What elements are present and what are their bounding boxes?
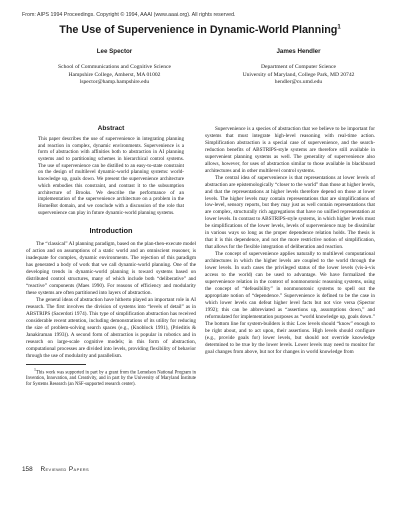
section-label: Reviewed Papers [40,466,90,473]
body-paragraph: The central idea of supervenience is that representations at lower levels of abstraction are epistemologically “closer to the world” than those at higher levels, and that the representations at higher levels therefore depend on those at lower levels. The higher levels may contain representations that are simplifications of low-level, sensory reports, but they may just as well contain representations that are complex, structurally rich aggregations that have no unified representation at lower levels. In contrast to ABSTRIPS-style systems, in which higher levels must be simplifications of the lower levels, levels of supervenience may be dissimilar in various ways so long as the proper dependence relation holds. The thesis is that it is this dependence, and not the more restrictive notion of simplification, that allows for the flexible integration of deliberation and reaction. [205,174,375,251]
footnote-text: This work was supported in part by a grant from the Lemelson National Program in Invention, Innovation, and Creativity, and in part by the University of Maryland Institute for Systems Research (an NSF-supported research center). [26,370,196,388]
intro-paragraph: The “classical” AI planning paradigm, based on the plan-then-execute model of action and on assumptions of a static world and an omniscient reasoner, is inadequate for complex, dynamic environments. The rejection of this paradigm has generated a body of work that we call dynamic-world planning. One of the developing trends in dynamic-world planning is toward systems based on distributed control structures, many of which include both “deliberative” and “reactive” components (Maes 1990). For reasons of efficiency and modularity these systems are often partitioned into layers of abstraction. [26,241,196,297]
intro-paragraph: The general ideas of abstraction have hitherto played an important role in AI research. The first involves the division of systems into “levels of detail” as in ABSTRIPS (Sacerdoti 1974). This type of simplification abstraction has received considerable recent attention, including demonstrations of its utility for reducing the size of problem-solving search spaces (e.g., (Knoblock 1991), (Prieditis & Janakiraman 1993)). A second form of abstraction is popular in robotics and in research on large-scale cognitive models; in this form of abstraction, computational processes are divided into levels, providing flexibility of behavior through the use of modularity and parallelism. [26,296,196,359]
author-address: University of Maryland, College Park, MD 20742 [242,71,355,78]
body-paragraph: The concept of supervenience applies naturally to multilevel computational architectures in which the higher levels are coupled to the world through the lower levels. In such cases the privileged status of the lower levels (vis-à-vis access to the world) can be used to advantage. We have formalized the supervenience relation in the context of nonmonotonic reasoning systems, using the concept of “defeasibility” in nonmonotonic systems to spell out the appropriate notion of “dependence.” Supervenience is defined to be the case in which lower levels can defeat higher level facts but not vice versa (Spector 1992); this can be abbreviated as “assertions up, assumptions down,” and reformulated for implementation purposes as “world knowledge up, goals down.” The bottom line for system-builders is this: Low levels should “know” enough to be right about, and to act upon, their assertions. High levels should configure (e.g., provide goals for) lower levels, but should not override knowledge determined to be true by the lower levels. Lower levels may need to monitor for goal changes from above, but not for changes in world knowledge from [205,251,375,355]
author-address: Hampshire College, Amherst, MA 01002 [68,71,161,78]
page-footer [22,466,89,473]
abstract-text: This paper describes the use of supervenience in integrating planning and reaction in complex, dynamic environments. Supervenience is a form of abstraction with affinities both to abstraction in AI planning systems and to partitioning schemes in hierarchical control systems. The use of supervenience can be distilled to an easy-to-state constraint on the design of multilevel dynamic-world planning systems: world-knowledge up, goals down. We present the supervenience architecture which embodies this constraint, and contrast it to the subsumption architecture of Brooks. We describe the performance of an implementation of the supervenience architecture on a problem in the HomeBot domain, and we conclude with a discussion of the role that supervenience can play in future dynamic-world planning systems. [38,135,184,216]
right-column [205,126,375,355]
author-block-hendler [206,48,391,86]
footnote-mark: 1 [34,367,36,372]
author-block-spector [22,48,207,86]
title-text: The Use of Supervenience in Dynamic-World Planning [59,24,338,36]
author-affiliation: School of Communications and Cognitive Science [58,64,171,71]
footnote-rule [26,364,86,365]
introduction-heading: Introduction [89,226,133,236]
copyright-header: From: AIPS 1994 Proceedings. Copyright © 1994, AAAI (www.aaai.org). All rights reserved. [22,12,236,18]
author-email: lspector@hamp.hampshire.edu [79,78,150,85]
author-email: hendler@cs.umd.edu [274,78,323,85]
author-name: James Hendler [276,48,321,55]
page-number: 158 [22,466,33,473]
abstract-heading: Abstract [97,125,125,132]
body-paragraph: Supervenience is a species of abstraction that we believe to be important for systems that must integrate high-level reasoning with real-time action. Simplification abstraction is a special case of supervenience, and the search-reduction benefits of ABSTRIPS-style systems are therefore still available in supervenient planning systems as well. The generality of supervenience also allows, however, for uses of abstraction similar to those available in blackboard architectures and in other multilevel control systems. [205,126,375,174]
footnote [26,367,196,389]
paper-title [0,24,400,36]
title-footnote-mark: 1 [337,24,341,31]
author-affiliation: Department of Computer Science [260,64,337,71]
author-name: Lee Spector [96,48,133,55]
left-column [26,126,196,388]
